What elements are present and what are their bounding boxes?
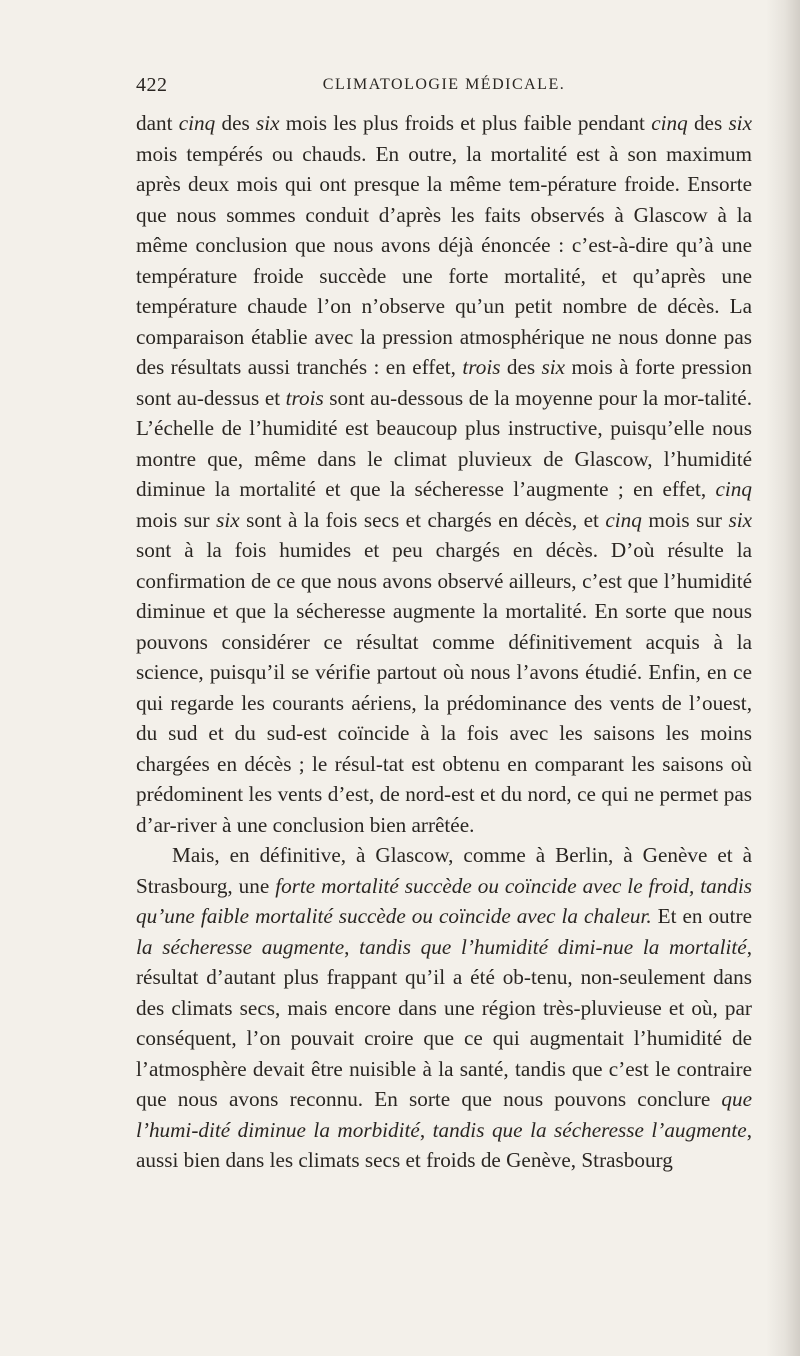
text-run: sont à la fois humides et peu chargés en décès. D’où résulte la confirmation de ce que nous avons observé ailleurs, c’est que l’humidité diminue et que la sécheresse augmente la mortalité. En sorte que nous pouvons considérer ce résultat comme définitivement acquis à la science, puisqu’il se vérifie partout où nous l’avons étudié. Enfin, en ce qui regarde les courants aériens, la prédominance des vents de l’ouest, du sud et du sud-est coïncide à la fois avec les saisons les moins chargées en décès ; le résul-tat est obtenu en comparant les saisons où prédominent les vents d’est, de nord-est et du nord, ce qui ne permet pas d’ar-river à une conclusion bien arrêtée. xyxy=(136,538,752,837)
italic-text: tandis que la sécheresse l’augmente xyxy=(432,1117,747,1142)
text-run: , aussi bien dans les climats secs et froids de Genève, Strasbourg xyxy=(136,1117,752,1172)
text-run: mois les plus froids et plus faible pendant xyxy=(279,111,652,135)
italic-text: la sécheresse augmente xyxy=(136,934,345,959)
italic-text: que l’humi-dité diminue la morbidité xyxy=(136,1087,752,1142)
italic-text: six xyxy=(255,111,280,135)
italic-text: six xyxy=(728,111,752,135)
italic-text: trois xyxy=(285,385,324,410)
text-run: des xyxy=(215,111,256,135)
italic-text: six xyxy=(541,355,566,379)
italic-text: cinq xyxy=(715,477,752,501)
body-text xyxy=(136,108,752,1176)
running-title: CLIMATOLOGIE MÉDICALE. xyxy=(322,76,566,93)
page-edge-shadow xyxy=(766,0,800,1356)
italic-text: six xyxy=(216,507,240,532)
text-run: mois sur xyxy=(136,507,217,532)
italic-text: six xyxy=(728,507,752,532)
text-run: , résultat d’autant plus frappant qu’il a été ob-tenu, non-seulement dans des climats secs, mais encore dans une région très-pluvieuse et où, par conséquent, l’on pouvait croire que ce qui augmentait l’humidité de l’atmosphère devait être nuisible à la santé, tandis que c’est le contraire que nous avons reconnu. En sorte que nous pouvons conclure xyxy=(136,934,752,1111)
text-run: mois tempérés ou chauds. En outre, la mortalité est à son maximum après deux mois qui ont presque la même tem-pérature froide. Ensorte que nous sommes conduit d’après les faits observés à Glascow à la même conclusion que nous avons déjà énoncée : c’est-à-dire qu’à une température froide succède une forte mortalité, et qu’après une température chaude l’on n’observe qu’un petit nombre de décès. La comparaison établie avec la pression atmosphérique ne nous donne pas des résultats aussi tranchés : en effet, xyxy=(136,141,752,379)
italic-text: cinq xyxy=(178,111,216,135)
text-run: dant xyxy=(136,111,179,135)
text-run: mois à forte pression sont au-dessus et xyxy=(136,355,753,410)
text-run: des xyxy=(687,111,729,135)
italic-text: forte mortalité succède ou coïncide avec le froid, tandis qu’une faible mortalité succède ou coïncide avec la chaleur. xyxy=(136,873,752,928)
text-run: des xyxy=(500,355,542,379)
paragraph-2 xyxy=(136,840,752,1176)
italic-text: tandis que l’humidité dimi-nue la mortalité xyxy=(359,934,747,959)
italic-text: cinq xyxy=(651,111,688,135)
page-number: 422 xyxy=(136,74,168,96)
paragraph-1 xyxy=(136,108,752,840)
text-run: sont à la fois secs et chargés en décès, et xyxy=(239,507,606,532)
text-run: sont au-dessous de la moyenne pour la mor-talité. L’échelle de l’humidité est beaucoup plus instructive, puisqu’elle nous montre que, même dans le climat pluvieux de Glascow, l’humidité diminue la mortalité et que la sécheresse l’augmente ; en effet, xyxy=(136,385,752,501)
book-page xyxy=(136,70,752,1176)
text-run: , xyxy=(344,934,360,959)
text-run: , xyxy=(419,1117,433,1142)
text-run: mois sur xyxy=(641,507,729,532)
text-run: Et en outre xyxy=(651,904,752,928)
italic-text: cinq xyxy=(605,507,642,532)
running-head xyxy=(136,70,752,104)
text-run: Mais, en définitive, à Glascow, comme à Berlin, à Genève et à Strasbourg, une xyxy=(136,843,752,898)
italic-text: trois xyxy=(462,355,501,379)
